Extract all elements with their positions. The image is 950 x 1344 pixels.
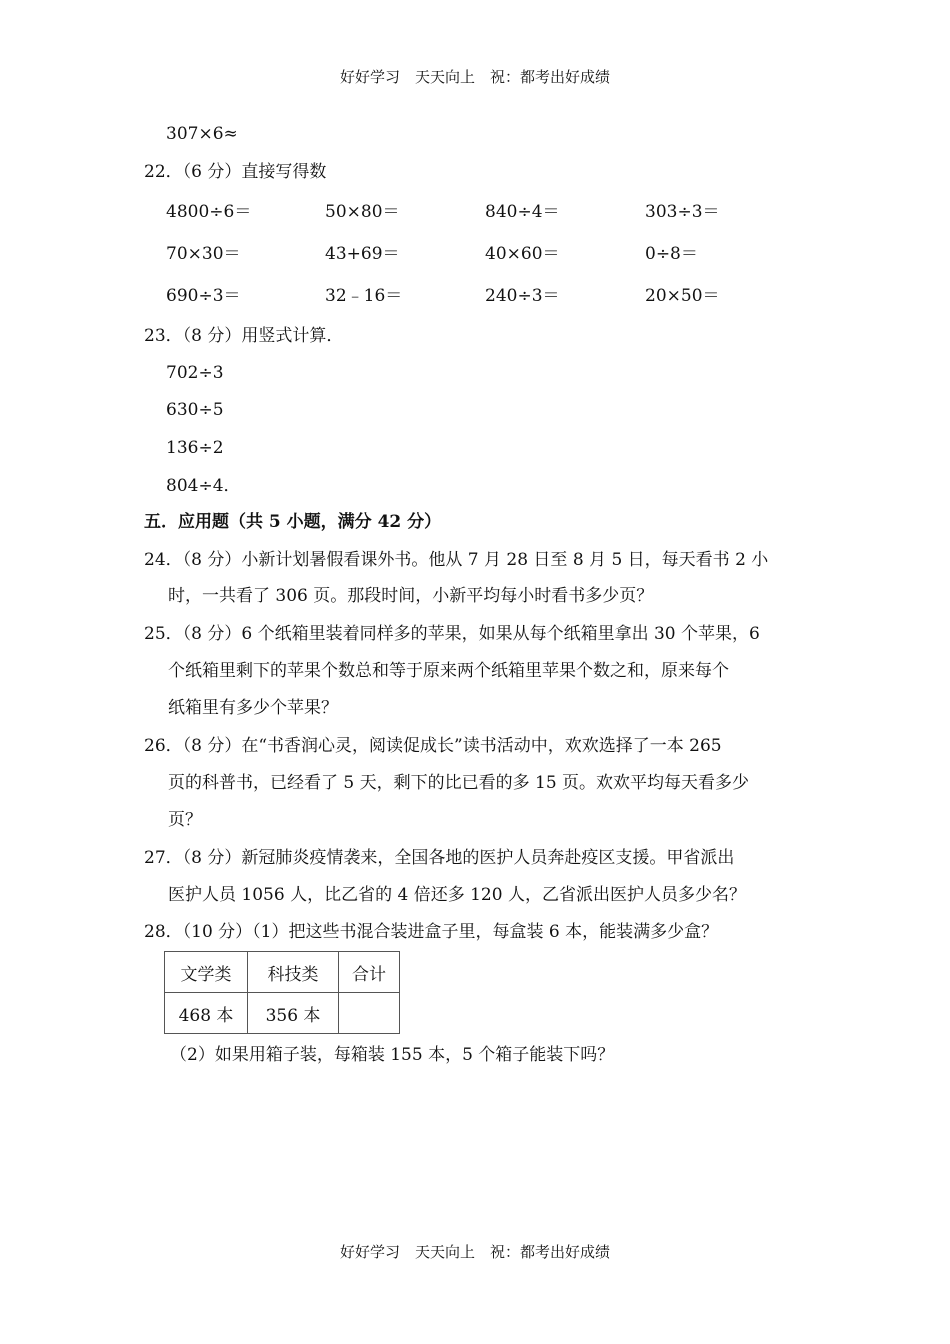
q26-line: 页？ [168, 810, 202, 830]
page-header: 好好学习 天天向上 祝：都考出好成绩 [339, 68, 610, 86]
q23-item: 702÷3 [166, 363, 224, 383]
q22-cell: 840÷4＝ [485, 202, 560, 222]
q24-line: 时，一共看了 306 页。那段时间，小新平均每小时看书多少页？ [168, 586, 654, 606]
q27-line: 27．（8 分）新冠肺炎疫情袭来，全国各地的医护人员奔赴疫区支援。甲省派出 [144, 848, 735, 868]
q26-line: 页的科普书，已经看了 5 天，剩下的比已看的多 15 页。欢欢平均每天看多少 [168, 773, 750, 793]
table-cell: 468 本 [165, 993, 248, 1034]
q25-line: 个纸箱里剩下的苹果个数总和等于原来两个纸箱里苹果个数之和，原来每个 [168, 661, 729, 681]
q22-cell: 4800÷6＝ [166, 202, 252, 222]
table-cell: 356 本 [248, 993, 339, 1034]
q22-cell: 50×80＝ [325, 202, 400, 222]
table-cell [339, 993, 400, 1034]
table-row [165, 993, 400, 1034]
q28-part2: （2）如果用箱子装，每箱装 155 本，5 个箱子能装下吗？ [170, 1045, 615, 1065]
q22-cell: 43+69＝ [325, 244, 400, 264]
q22-cell: 40×60＝ [485, 244, 560, 264]
table-header-cell: 合计 [339, 952, 400, 993]
books-table [164, 951, 400, 1034]
section-heading: 五．应用题（共 5 小题，满分 42 分） [144, 512, 442, 532]
q22-cell: 0÷8＝ [645, 244, 698, 264]
page-footer: 好好学习 天天向上 祝：都考出好成绩 [339, 1243, 610, 1261]
table-header-cell: 科技类 [248, 952, 339, 993]
q22-cell: 70×30＝ [166, 244, 241, 264]
q23-item: 136÷2 [166, 438, 224, 458]
q25-line: 25．（8 分）6 个纸箱里装着同样多的苹果，如果从每个纸箱里拿出 30 个苹果，6 [144, 624, 760, 644]
q24-line: 24．（8 分）小新计划暑假看课外书。他从 7 月 28 日至 8 月 5 日，每天看书 2 小 [144, 550, 769, 570]
q22-cell: 303÷3＝ [645, 202, 720, 222]
q23-item: 804÷4． [166, 476, 241, 496]
q22-cell: 32﹣16＝ [325, 286, 403, 306]
table-header-cell: 文学类 [165, 952, 248, 993]
previous-item-line: 307×6≈ [166, 124, 238, 144]
q25-line: 纸箱里有多少个苹果？ [168, 698, 338, 718]
q26-line: 26．（8 分）在“书香润心灵，阅读促成长”读书活动中，欢欢选择了一本 265 [144, 736, 722, 756]
q22-cell: 240÷3＝ [485, 286, 560, 306]
q22-cell: 20×50＝ [645, 286, 720, 306]
q27-line: 医护人员 1056 人，比乙省的 4 倍还多 120 人，乙省派出医护人员多少名？ [168, 885, 746, 905]
q22-cell: 690÷3＝ [166, 286, 241, 306]
q22-title: 22．（6 分）直接写得数 [144, 162, 327, 182]
q23-title: 23．（8 分）用竖式计算． [144, 326, 344, 346]
q23-item: 630÷5 [166, 400, 224, 420]
table-row [165, 952, 400, 993]
q28-line: 28．（10 分）（1）把这些书混合装进盒子里，每盒装 6 本，能装满多少盒？ [144, 922, 719, 942]
